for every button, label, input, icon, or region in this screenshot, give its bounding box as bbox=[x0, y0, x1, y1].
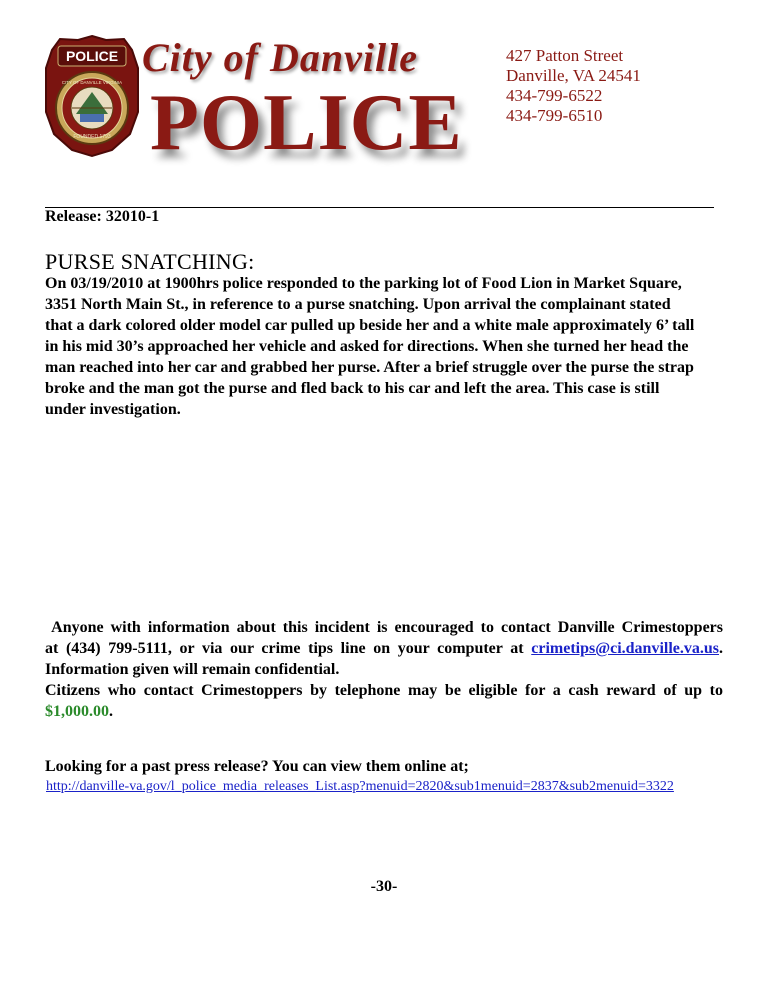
narrative-line: under investigation. bbox=[45, 401, 181, 418]
police-seal-logo bbox=[44, 34, 140, 158]
narrative-line: man reached into her car and grabbed her purse. After a brief struggle over the purse the strap bbox=[45, 359, 694, 376]
end-marker: -30- bbox=[370, 878, 398, 895]
appeal-text: at (434) 799-5111, or via our crime tips line on your computer at bbox=[45, 640, 524, 657]
logo-city-name: City of Danville bbox=[142, 35, 418, 80]
reward-amount: $1,000.00 bbox=[45, 703, 109, 720]
crimetips-email-link[interactable]: crimetips@ci.danville.va.us bbox=[531, 640, 719, 657]
contact-address-block bbox=[506, 46, 746, 126]
phone-secondary: 434-799-6510 bbox=[506, 106, 603, 125]
reward-amount-line bbox=[45, 701, 723, 722]
letterhead bbox=[0, 0, 768, 200]
seal-police-text: POLICE bbox=[65, 48, 119, 64]
appeal-period: . bbox=[719, 640, 723, 657]
logo-police-wordmark: POLICE bbox=[150, 79, 463, 167]
seal-ring-text: CITY OF DANVILLE VIRGINIA bbox=[61, 80, 123, 85]
seal-founded-text: FOUNDED 1793 bbox=[73, 134, 111, 140]
incident-headline: PURSE SNATCHING: bbox=[45, 249, 255, 274]
narrative-line: in his mid 30’s approached her vehicle and asked for directions. When she turned her head the bbox=[45, 338, 689, 355]
narrative-line: 3351 North Main St., in reference to a purse snatching. Upon arrival the complainant stated bbox=[45, 296, 671, 313]
reward-line: Citizens who contact Crimestoppers by telephone may be eligible for a cash reward of up to bbox=[45, 682, 723, 699]
address-street: 427 Patton Street bbox=[506, 46, 624, 65]
police-badge-icon bbox=[44, 34, 140, 158]
appeal-line: Anyone with information about this incident is encouraged to contact Danville Crimestoppers bbox=[45, 619, 723, 636]
archive-label: Looking for a past press release? You can view them online at; bbox=[45, 758, 469, 775]
release-number: Release: 32010-1 bbox=[45, 208, 160, 225]
phone-primary: 434-799-6522 bbox=[506, 86, 603, 105]
narrative-line: On 03/19/2010 at 1900hrs police responded to the parking lot of Food Lion in Market Square, bbox=[45, 275, 682, 292]
narrative-line: that a dark colored older model car pulled up beside her and a white male approximately 6’ tall bbox=[45, 317, 695, 334]
narrative-line: broke and the man got the purse and fled back to his car and left the area. This case is still bbox=[45, 380, 660, 397]
incident-narrative bbox=[45, 273, 725, 420]
crimestoppers-appeal bbox=[45, 617, 723, 722]
confidential-note: Information given will remain confidential. bbox=[45, 661, 340, 678]
address-city: Danville, VA 24541 bbox=[506, 66, 641, 85]
archive-link[interactable]: http://danville-va.gov/l_police_media_releases_List.asp?menuid=2820&sub1menuid=2837&sub2menuid=3322 bbox=[46, 779, 674, 794]
appeal-line bbox=[45, 638, 723, 659]
reward-period: . bbox=[109, 703, 113, 720]
